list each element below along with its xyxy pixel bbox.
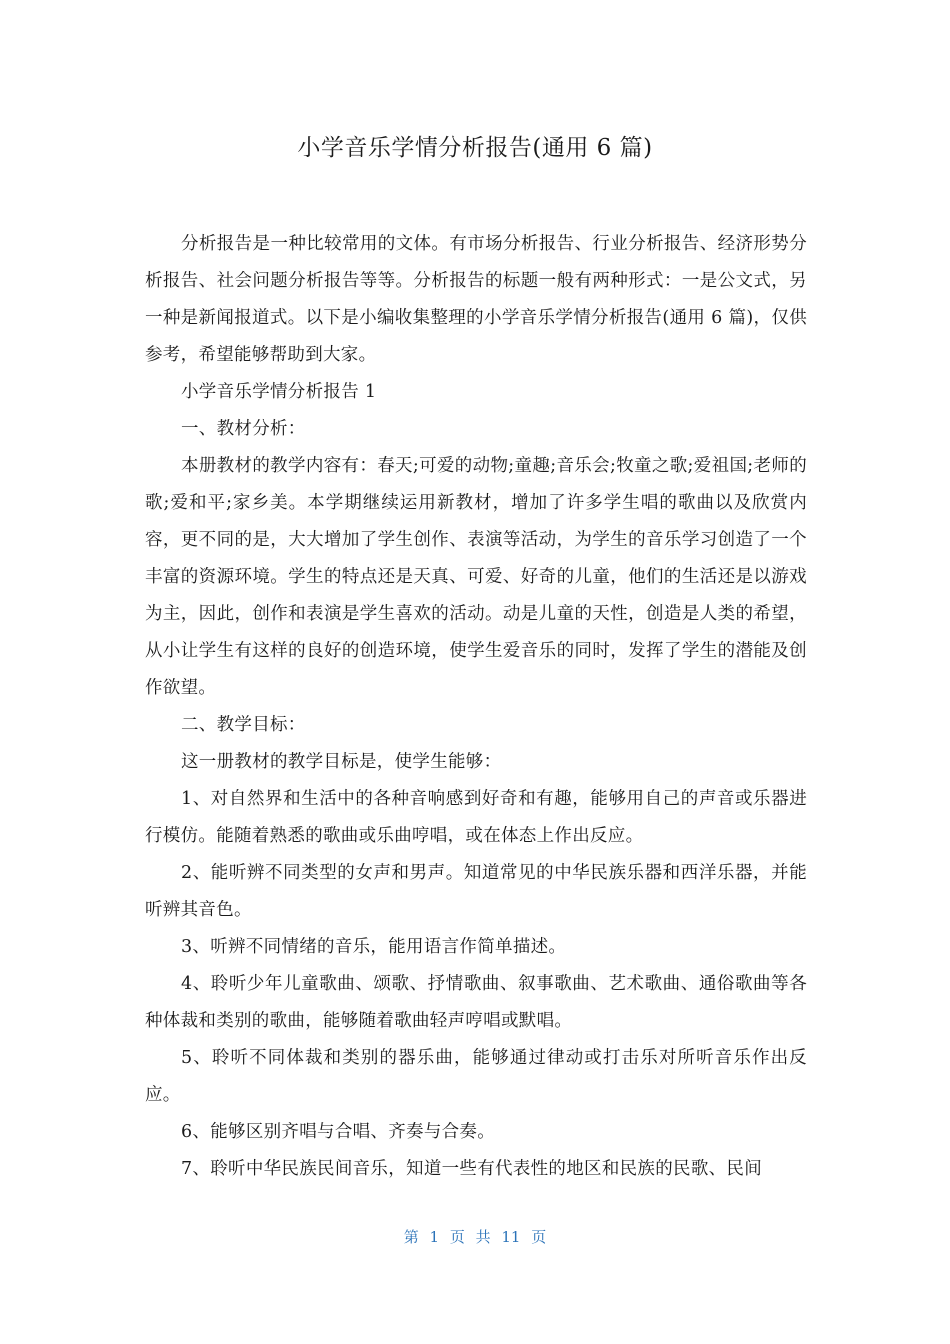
goal-item-4: 4、聆听少年儿童歌曲、颂歌、抒情歌曲、叙事歌曲、艺术歌曲、通俗歌曲等各种体裁和类别的歌曲，能够随着歌曲轻声哼唱或默唱。 [145,974,807,1031]
intro-paragraph: 分析报告是一种比较常用的文体。有市场分析报告、行业分析报告、经济形势分析报告、社会问题分析报告等等。分析报告的标题一般有两种形式：一是公文式，另一种是新闻报道式。以下是小编收集整理的小学音乐学情分析报告(通用 6 篇)，仅供参考，希望能够帮助到大家。 [145,234,807,365]
textbook-analysis-paragraph: 本册教材的教学内容有：春天;可爱的动物;童趣;音乐会;牧童之歌;爱祖国;老师的歌;爱和平;家乡美。本学期继续运用新教材，增加了许多学生唱的歌曲以及欣赏内容，更不同的是，大大增加了学生创作、表演等活动，为学生的音乐学习创造了一个丰富的资源环境。学生的特点还是天真、可爱、好奇的儿童，他们的生活还是以游戏为主，因此，创作和表演是学生喜欢的活动。动是儿童的天性，创造是人类的希望，从小让学生有这样的良好的创造环境，使学生爱音乐的同时，发挥了学生的潜能及创作欲望。 [145,456,807,698]
goal-item-7: 7、聆听中华民族民间音乐，知道一些有代表性的地区和民族的民歌、民间 [181,1159,763,1179]
document-body [145,226,807,1188]
goal-item-3: 3、听辨不同情绪的音乐，能用语言作简单描述。 [181,937,567,957]
document-title: 小学音乐学情分析报告(通用 6 篇) [297,135,653,161]
goal-item-6: 6、能够区别齐唱与合唱、齐奏与合奏。 [181,1122,496,1142]
teaching-goals-intro: 这一册教材的教学目标是，使学生能够： [181,752,502,772]
goal-item-1: 1、对自然界和生活中的各种音响感到好奇和有趣，能够用自己的声音或乐器进行模仿。能随着熟悉的歌曲或乐曲哼唱，或在体态上作出反应。 [145,789,807,846]
page-number-footer: 第 1 页 共 11 页 [403,1228,547,1246]
section-heading-report-1: 小学音乐学情分析报告 1 [181,382,377,402]
subheading-teaching-goals: 二、教学目标： [181,715,306,735]
subheading-textbook-analysis: 一、教材分析： [181,419,306,439]
goal-item-5: 5、聆听不同体裁和类别的器乐曲，能够通过律动或打击乐对所听音乐作出反应。 [145,1048,807,1105]
goal-item-2: 2、能听辨不同类型的女声和男声。知道常见的中华民族乐器和西洋乐器，并能听辨其音色。 [145,863,807,920]
